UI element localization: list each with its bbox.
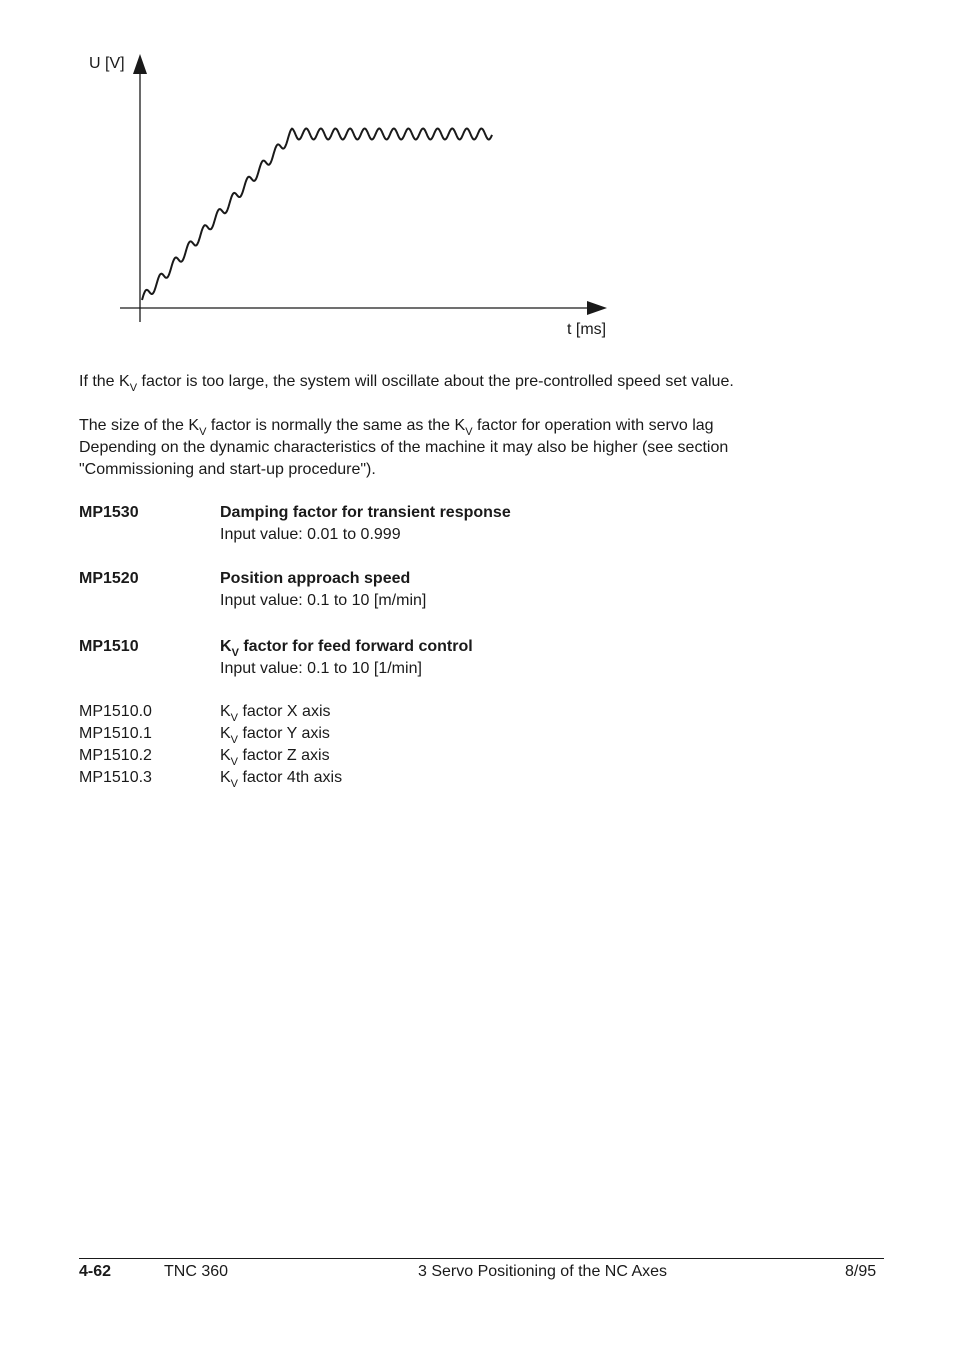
p2-line1-b: factor is normally the same as the K [206, 417, 466, 434]
y-axis-label: U [V] [89, 55, 125, 72]
p1-subscript: V [129, 382, 138, 394]
footer-chapter: 3 Servo Positioning of the NC Axes [418, 1263, 668, 1280]
param-title [220, 636, 473, 658]
param-input-range: Input value: 0.1 to 10 [1/min] [220, 660, 422, 677]
axis-desc: $K_V$ factor 4th axis [220, 769, 343, 790]
p1-text-after: factor is too large, the system will oscillate about the pre-controlled speed set value. [137, 373, 734, 390]
paragraph-oscillation [79, 371, 879, 393]
p2-subscript-1: V [199, 426, 207, 438]
param-number: MP1510 [79, 638, 139, 655]
x-axis-arrow [587, 301, 607, 315]
param-number: MP1520 [79, 570, 139, 587]
oscillation-diagram [0, 0, 954, 360]
param-number: MP1530 [79, 504, 139, 521]
axis-code: MP1510.1 [79, 725, 152, 742]
footer-product: TNC 360 [164, 1263, 229, 1280]
axis-desc: $K_V$ factor Z axis [220, 747, 330, 768]
p2-subscript-2: V [465, 426, 473, 438]
axis-desc: $K_V$ factor X axis [220, 703, 331, 724]
p2-line2: Depending on the dynamic characteristics of the machine it may also be higher (see section [79, 439, 729, 456]
param-title-subscript: V [231, 647, 239, 659]
axis-code: MP1510.0 [79, 703, 152, 720]
footer-date: 8/95 [845, 1263, 877, 1280]
param-title-k: K [220, 638, 232, 655]
list-item [79, 745, 579, 767]
list-item [79, 767, 579, 789]
p2-line3: "Commissioning and start-up procedure"). [79, 461, 376, 478]
list-item [79, 701, 579, 723]
x-axis-label: t [ms] [567, 321, 607, 338]
param-title: Damping factor for transient response [220, 504, 511, 521]
p1-text-before: If the K [79, 373, 130, 390]
footer-page-number: 4-62 [79, 1263, 112, 1280]
param-input-range: Input value: 0.1 to 10 [m/min] [220, 592, 427, 609]
axis-code: MP1510.3 [79, 769, 152, 786]
param-title-rest: factor for feed forward control [238, 638, 473, 655]
axis-code: MP1510.2 [79, 747, 152, 764]
axis-desc: $K_V$ factor Y axis [220, 725, 330, 746]
p2-line1 [79, 415, 879, 437]
oscillating-voltage-curve [142, 129, 492, 301]
axis-factor-list [79, 701, 579, 789]
y-axis-arrow [133, 54, 147, 74]
footer-divider [79, 1258, 884, 1259]
p2-line1-a: The size of the K [79, 417, 200, 434]
param-title: Position approach speed [220, 570, 411, 587]
p2-line1-c: factor for operation with servo lag [472, 417, 714, 434]
list-item [79, 723, 579, 745]
param-input-range: Input value: 0.01 to 0.999 [220, 526, 401, 543]
paragraph-kv-size [79, 415, 879, 481]
